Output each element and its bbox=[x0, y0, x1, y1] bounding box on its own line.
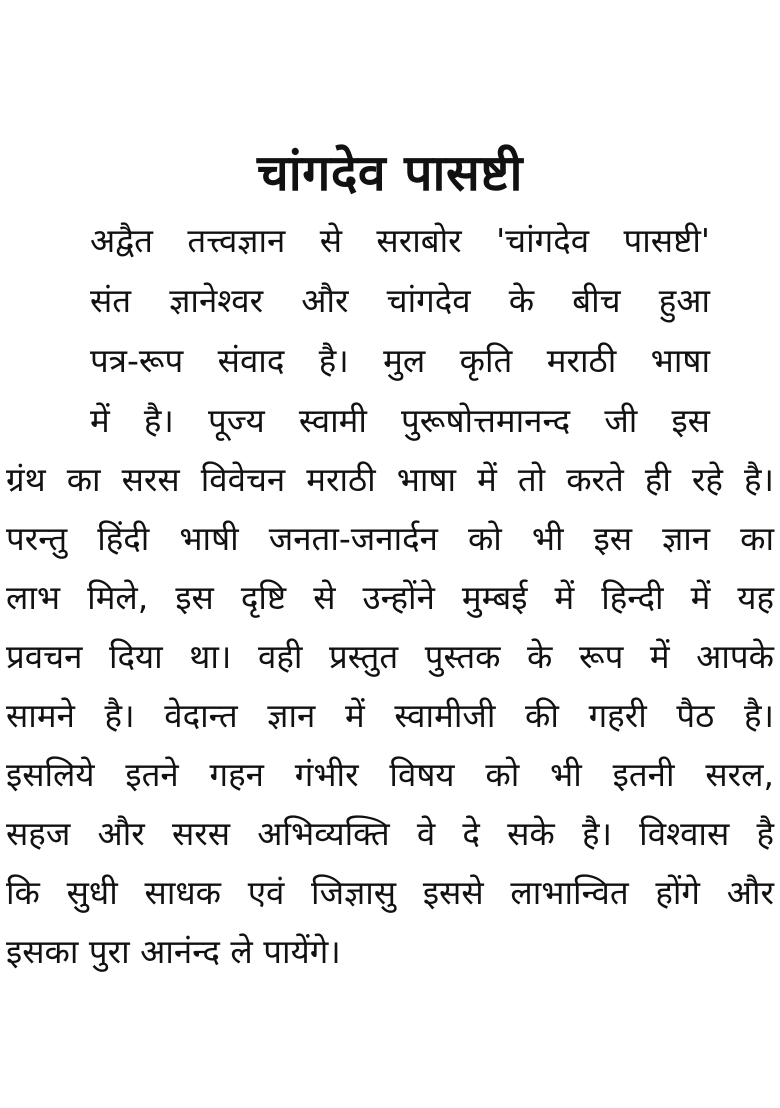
text-line: प्रवचन दिया था। वही प्रस्तुत पुस्तक के रूप में आपके bbox=[6, 637, 774, 676]
text-line: इसका पुरा आनंन्द ले पायेंगे। bbox=[6, 932, 341, 971]
text-line: अद्वैत तत्त्वज्ञान से सराबोर 'चांगदेव पासष्टी' bbox=[90, 221, 710, 260]
text-line: संत ज्ञानेश्वर और चांगदेव के बीच हुआ bbox=[90, 281, 710, 320]
text-line: सामने है। वेदान्त ज्ञान में स्वामीजी की गहरी पैठ है। bbox=[6, 696, 774, 735]
text-line: पत्र-रूप संवाद है। मुल कृति मराठी भाषा bbox=[90, 341, 710, 380]
text-line: लाभ मिले, इस दृष्टि से उन्होंने मुम्बई में हिन्दी में यह bbox=[6, 578, 774, 617]
text-line: सहज और सरस अभिव्यक्ति वे दे सके है। विश्वास है bbox=[6, 814, 774, 853]
text-line: कि सुधी साधक एवं जिज्ञासु इससे लाभान्वित होंगे और bbox=[6, 873, 774, 912]
page-title: चांगदेव पासष्टी bbox=[257, 144, 523, 202]
text-line: परन्तु हिंदी भाषी जनता-जनार्दन को भी इस ज्ञान का bbox=[6, 519, 774, 558]
text-line: इसलिये इतने गहन गंभीर विषय को भी इतनी सरल, bbox=[6, 755, 774, 794]
text-line: ग्रंथ का सरस विवेचन मराठी भाषा में तो करते ही रहे है। bbox=[6, 460, 774, 499]
text-line: में है। पूज्य स्वामी पुरूषोत्तमानन्द जी इस bbox=[90, 401, 710, 440]
